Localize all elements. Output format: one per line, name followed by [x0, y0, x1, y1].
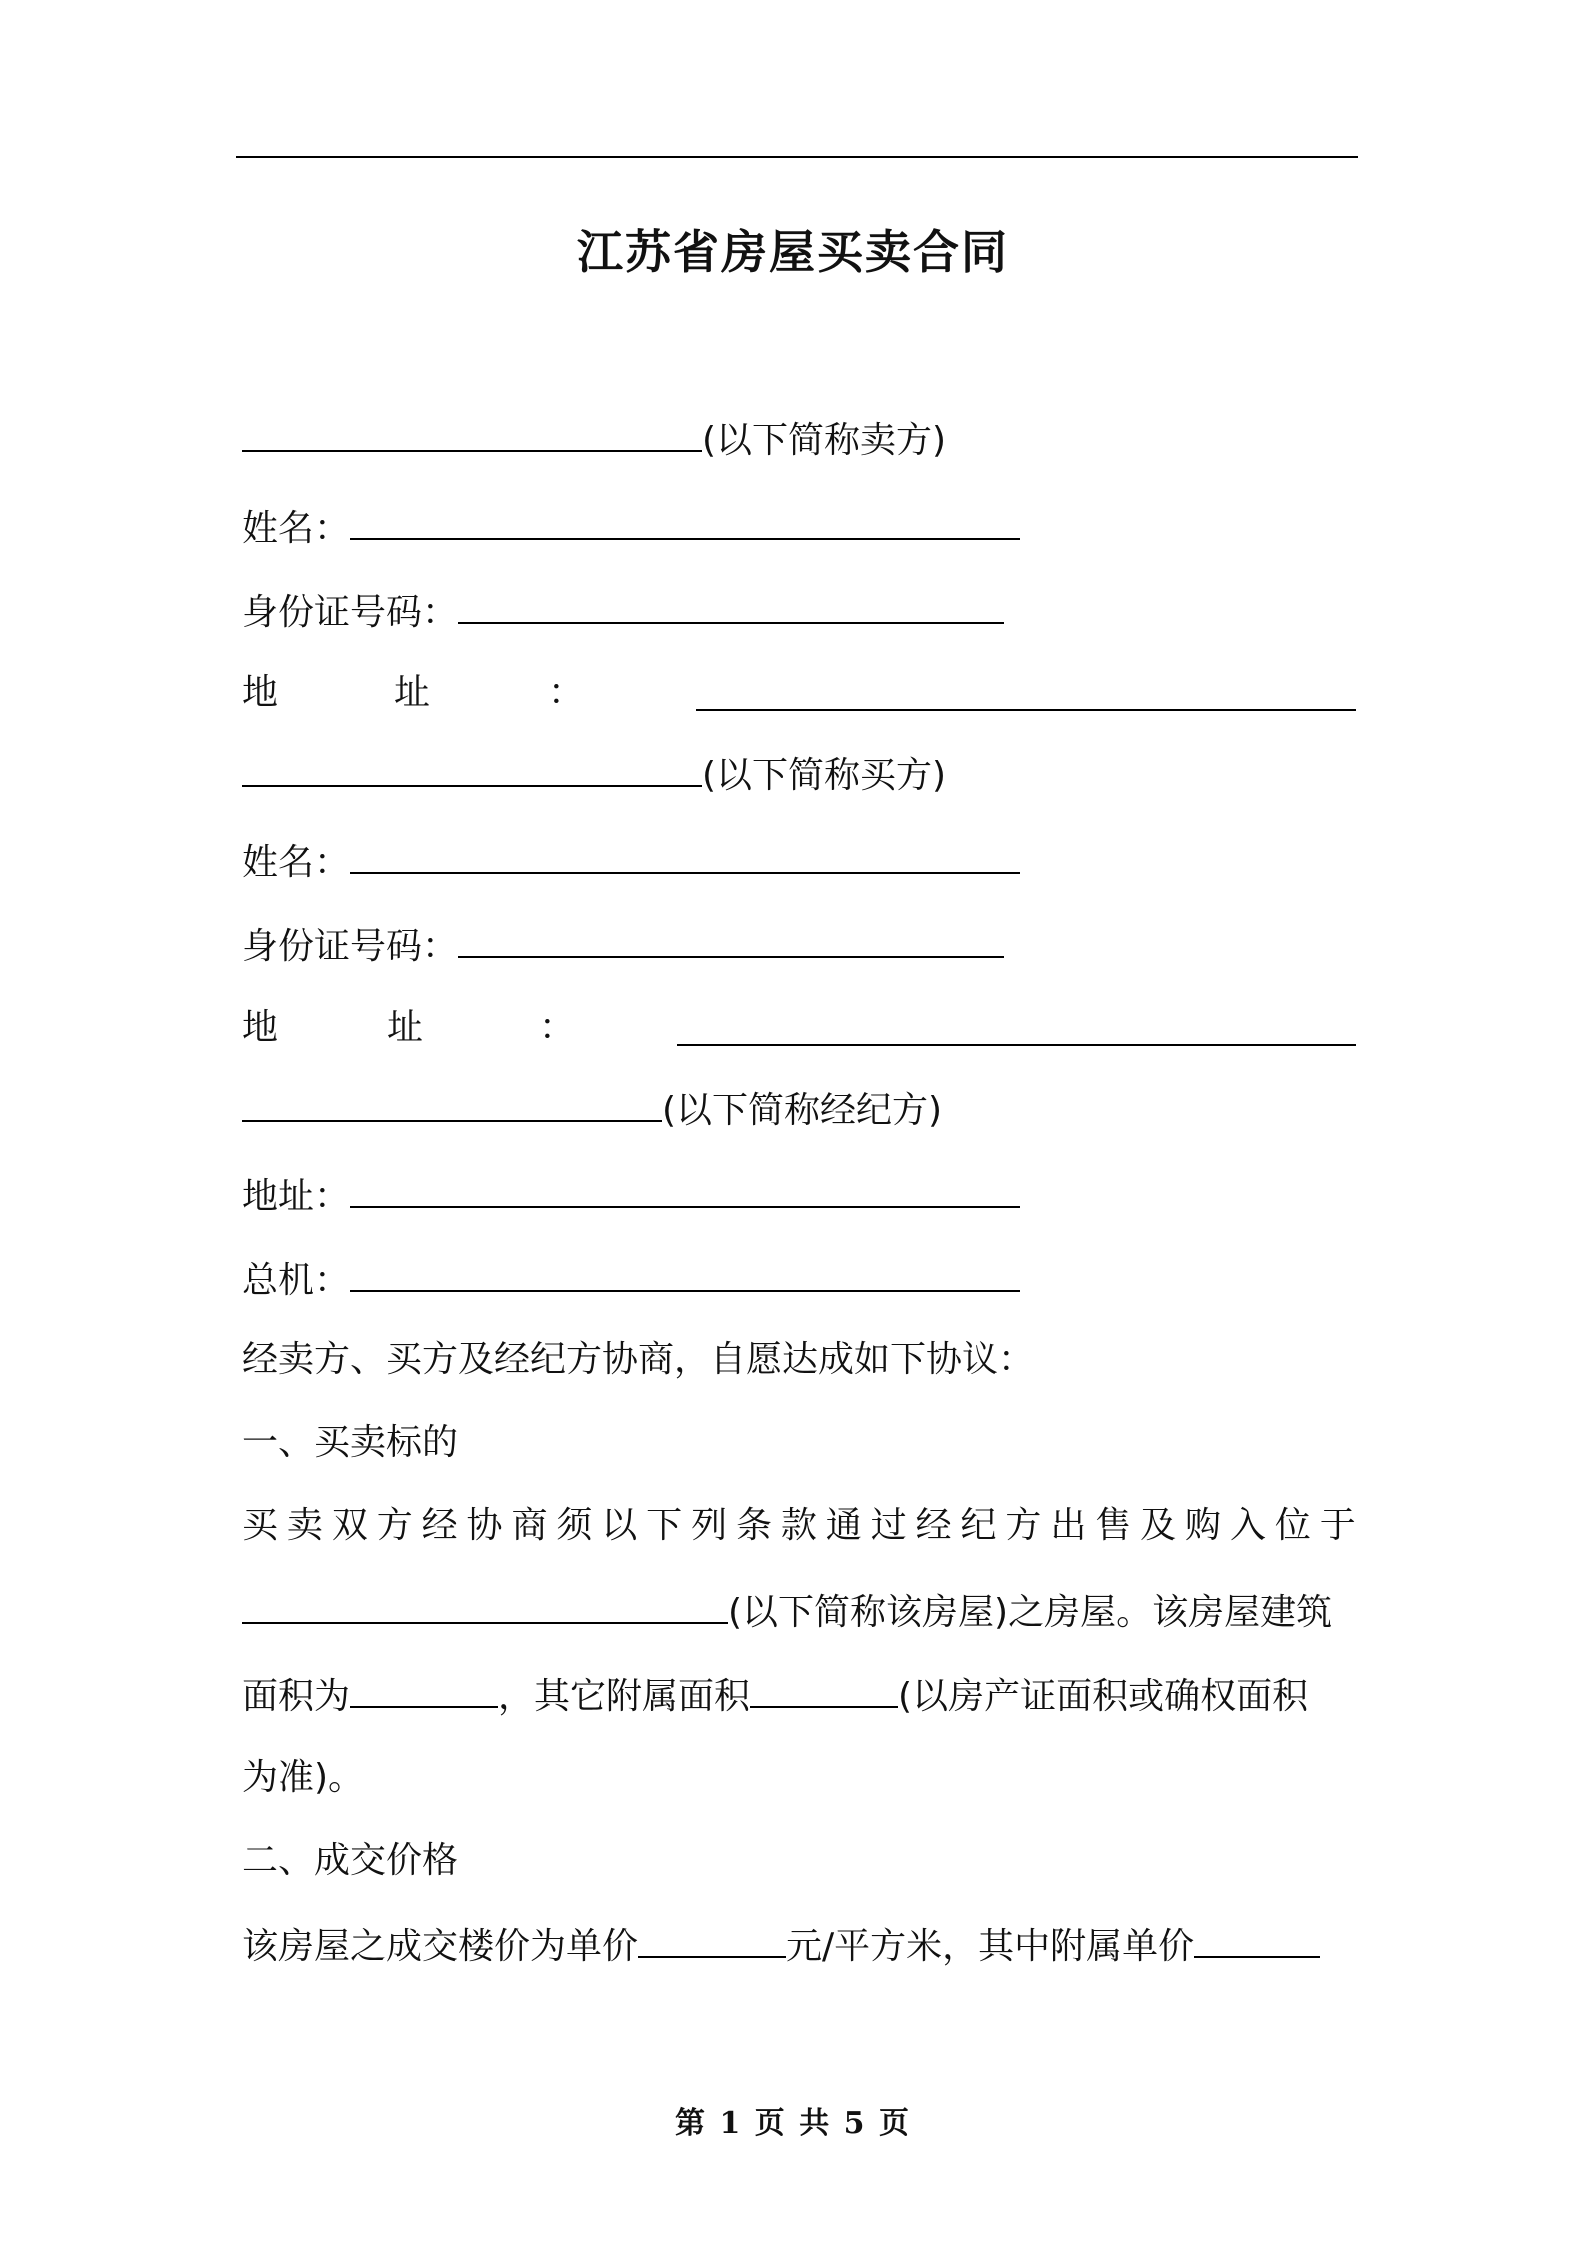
text-char: 方	[1005, 1505, 1042, 1546]
agent-address-field[interactable]	[350, 1176, 1020, 1208]
seller-address-char: 地	[242, 672, 279, 713]
text-char: 条	[735, 1505, 772, 1546]
seller-address-char: ：	[548, 672, 585, 713]
seller-address-char: 址	[394, 672, 431, 713]
section1-text: (以下简称该房屋)之房屋。该房屋建筑	[728, 1592, 1333, 1633]
page-footer: 第 1 页 共 5 页	[675, 2106, 911, 2141]
seller-address-field[interactable]	[696, 679, 1356, 711]
text-char: 纪	[960, 1505, 997, 1546]
text-char: 过	[870, 1505, 907, 1546]
text-char: 经	[915, 1505, 952, 1546]
text-char: 通	[825, 1505, 862, 1546]
buyer-name-label: 姓名：	[242, 842, 351, 883]
buyer-id-field[interactable]	[458, 926, 1004, 958]
text-char: 下	[646, 1505, 683, 1546]
agent-phone-field[interactable]	[350, 1260, 1020, 1292]
agent-phone-row	[242, 1260, 1356, 1299]
buyer-address-row	[242, 1007, 1356, 1048]
buyer-id-row	[242, 926, 1356, 965]
document-title: 江苏省房屋买卖合同	[577, 225, 1009, 279]
seller-name-field[interactable]	[350, 508, 1020, 540]
text-char: 商	[511, 1505, 548, 1546]
intro-paragraph: 经卖方、买方及经纪方协商，自愿达成如下协议：	[242, 1339, 1035, 1380]
section1-paragraph-line2	[242, 1592, 1356, 1631]
section-heading: 二、成交价格	[242, 1840, 459, 1881]
text-char: 协	[466, 1505, 503, 1546]
buyer-id-label: 身份证号码：	[242, 926, 459, 967]
ancillary-area-field[interactable]	[750, 1676, 898, 1708]
buyer-address-char: ：	[539, 1007, 576, 1048]
agent-phone-label: 总机：	[242, 1260, 351, 1301]
ancillary-unit-price-field[interactable]	[1194, 1926, 1320, 1958]
section1-text: (以房产证面积或确权面积	[898, 1676, 1309, 1717]
text-char: 入	[1229, 1505, 1266, 1546]
section2-text: 该房屋之成交楼价为单价	[242, 1926, 639, 1967]
buyer-name-field[interactable]	[350, 842, 1020, 874]
buyer-heading-label: (以下简称买方)	[702, 755, 947, 796]
buyer-address-char: 址	[387, 1007, 424, 1048]
buyer-name-row	[242, 842, 1356, 881]
text-char: 买	[242, 1505, 279, 1546]
text-char: 售	[1095, 1505, 1132, 1546]
text-char: 双	[331, 1505, 368, 1546]
text-char: 以	[601, 1505, 638, 1546]
agent-address-row	[242, 1176, 1356, 1215]
text-char: 列	[691, 1505, 728, 1546]
buyer-address-field[interactable]	[677, 1014, 1356, 1046]
buyer-address-char: 地	[242, 1007, 279, 1048]
building-area-field[interactable]	[350, 1676, 498, 1708]
text-char: 购	[1185, 1505, 1222, 1546]
section1-text: 面积为	[242, 1676, 351, 1717]
seller-heading-label: (以下简称卖方)	[702, 420, 947, 461]
buyer-blank[interactable]	[242, 755, 702, 787]
seller-id-field[interactable]	[458, 592, 1004, 624]
unit-price-field[interactable]	[638, 1926, 786, 1958]
seller-heading	[242, 420, 1356, 459]
agent-address-label: 地址：	[242, 1176, 351, 1217]
seller-id-label: 身份证号码：	[242, 592, 459, 633]
section1-paragraph-line1	[242, 1505, 1356, 1546]
section-heading: 一、买卖标的	[242, 1422, 459, 1463]
text-char: 经	[421, 1505, 458, 1546]
header-rule	[236, 156, 1358, 158]
section1-paragraph-line4: 为准)。	[242, 1757, 365, 1798]
text-char: 款	[780, 1505, 817, 1546]
agent-blank[interactable]	[242, 1090, 662, 1122]
text-char: 须	[556, 1505, 593, 1546]
text-char: 出	[1050, 1505, 1087, 1546]
seller-address-row	[242, 672, 1356, 713]
text-char: 方	[376, 1505, 413, 1546]
section1-paragraph-line3	[242, 1676, 1356, 1715]
buyer-heading	[242, 755, 1356, 794]
text-char: 于	[1319, 1505, 1356, 1546]
seller-name-row	[242, 508, 1356, 547]
agent-heading	[242, 1090, 1356, 1129]
section2-paragraph-line1	[242, 1926, 1356, 1965]
text-char: 卖	[286, 1505, 323, 1546]
section2-text: 元/平方米，其中附属单价	[786, 1926, 1195, 1967]
seller-blank[interactable]	[242, 420, 702, 452]
agent-heading-label: (以下简称经纪方)	[662, 1090, 943, 1131]
text-char: 位	[1274, 1505, 1311, 1546]
seller-name-label: 姓名：	[242, 508, 351, 549]
property-location-field[interactable]	[242, 1592, 728, 1624]
section1-text: ，其它附属面积	[498, 1676, 751, 1717]
text-char: 及	[1140, 1505, 1177, 1546]
seller-id-row	[242, 592, 1356, 631]
